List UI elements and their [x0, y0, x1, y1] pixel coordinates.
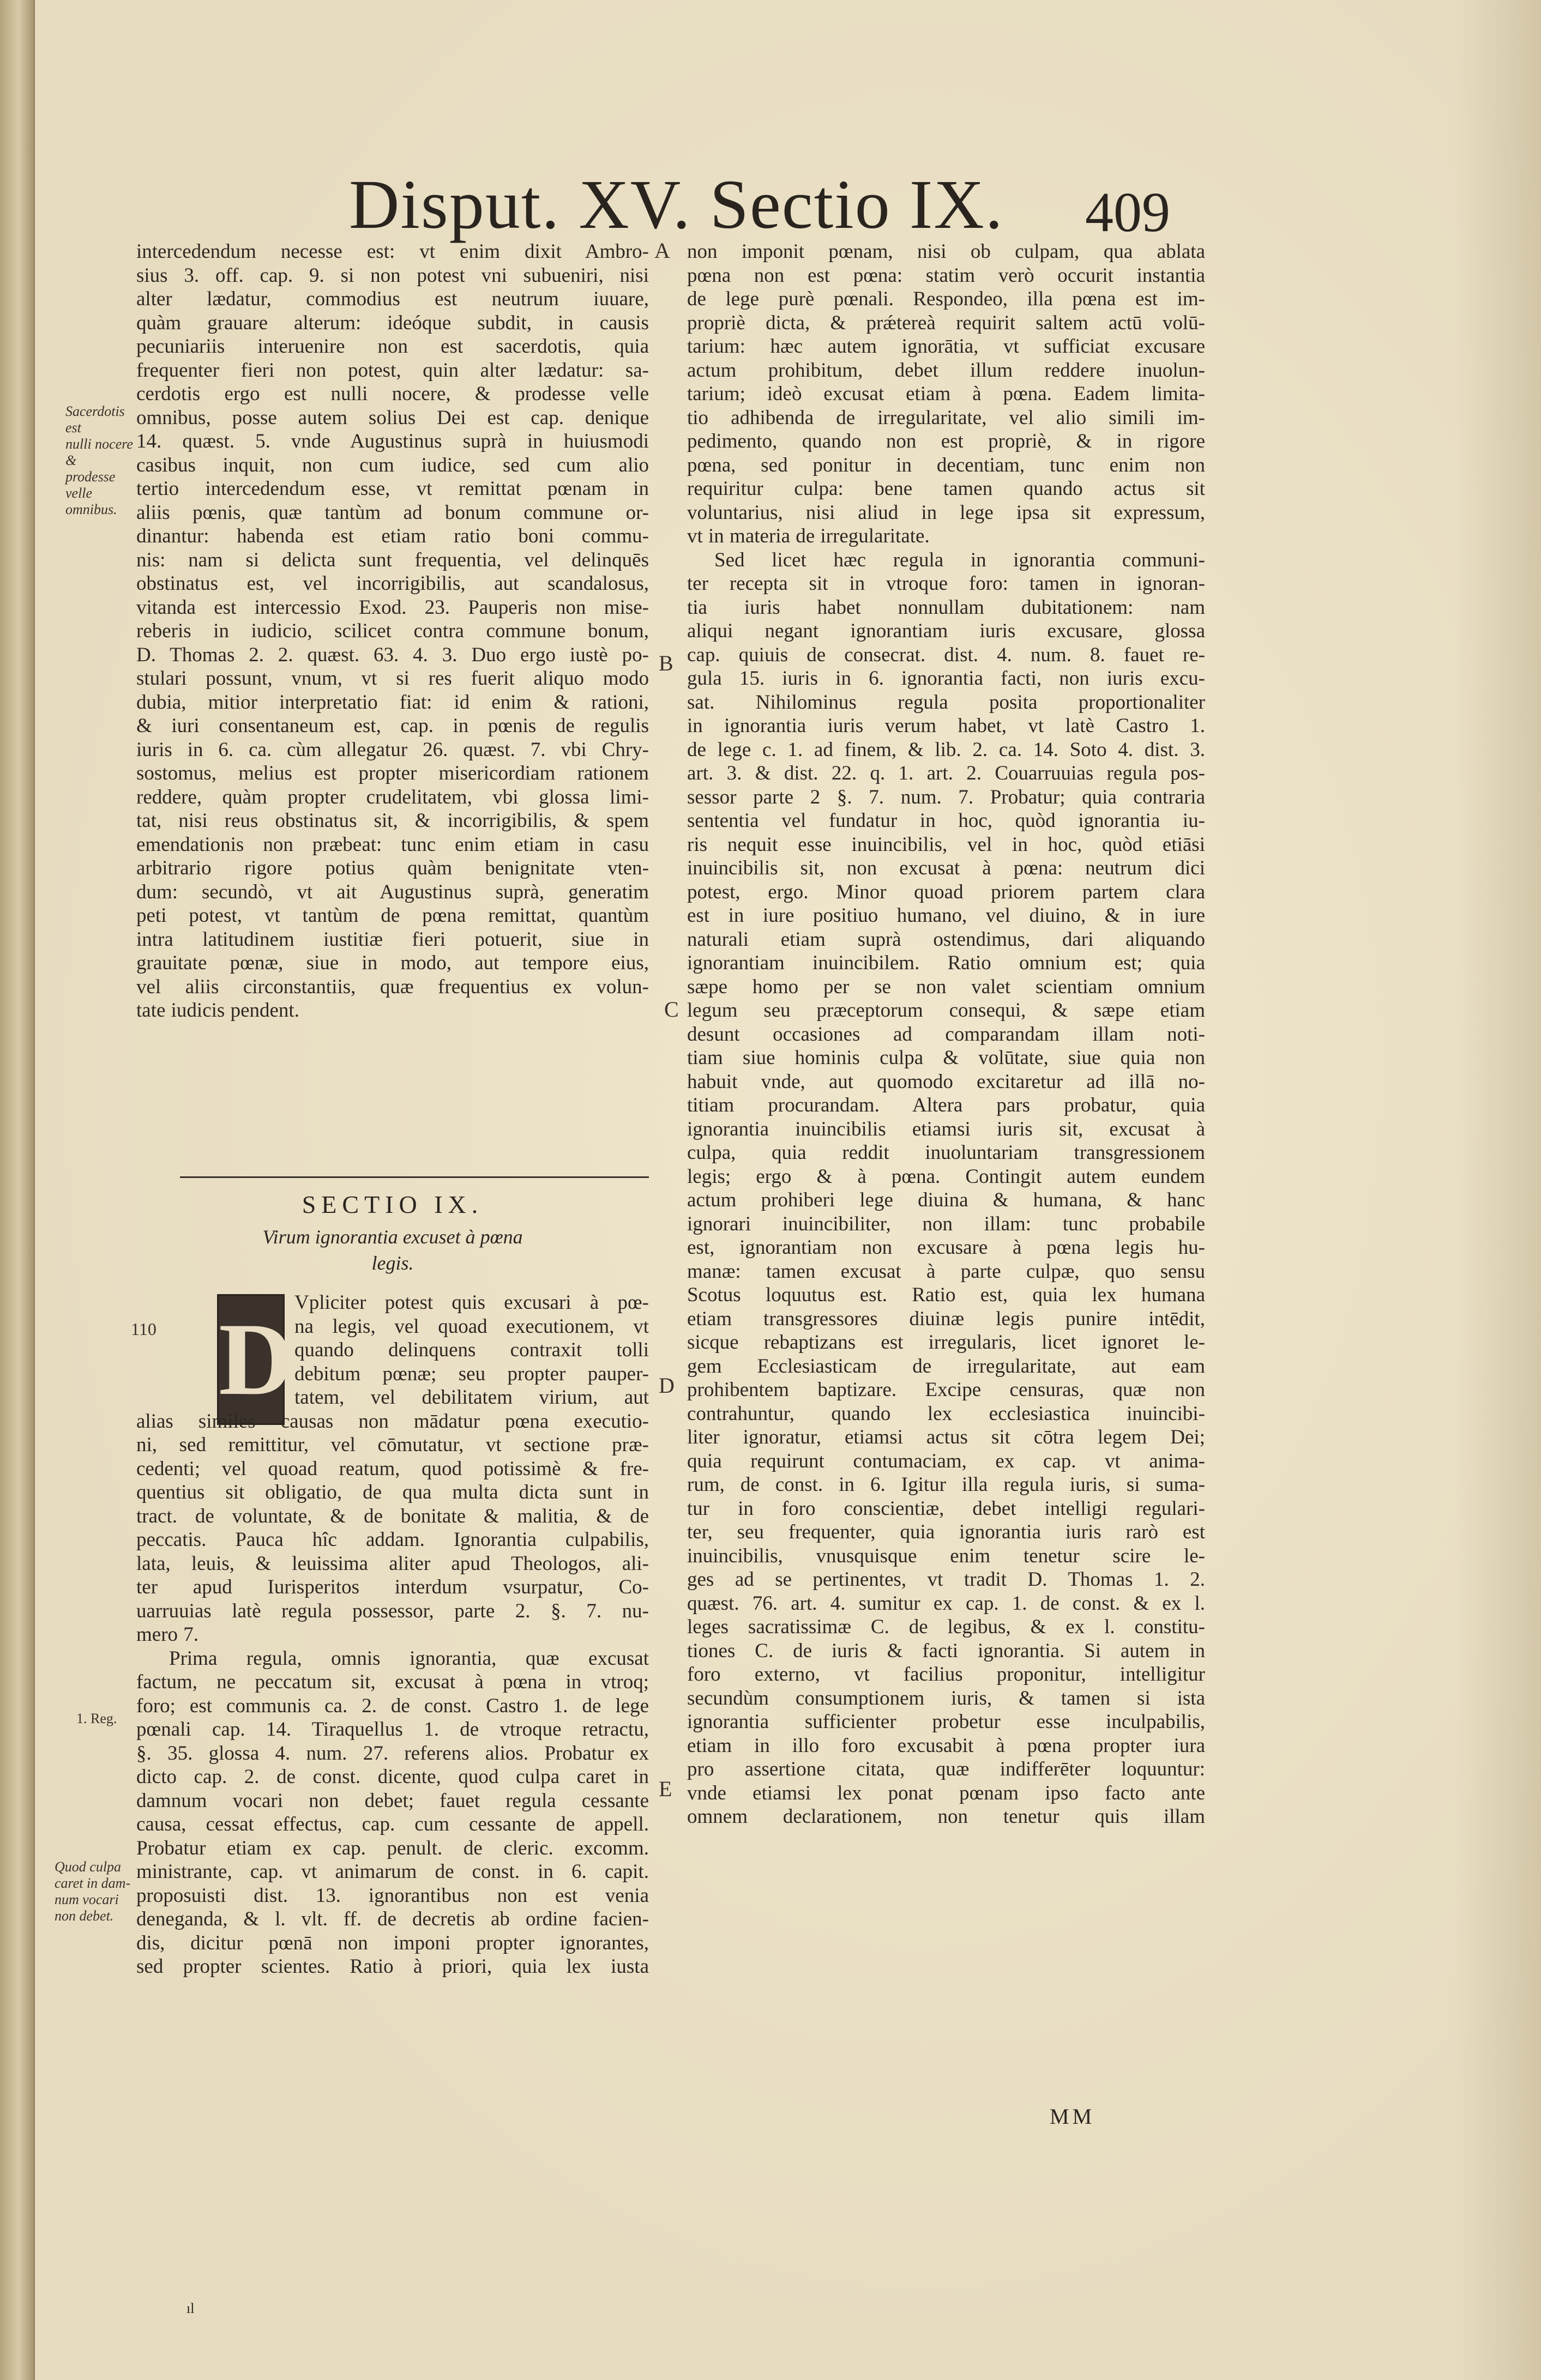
text-line: non imponit pœnam, nisi ob culpam, qua ablata	[687, 240, 1205, 263]
text-line: ni, sed remittitur, vel cōmutatur, vt sectione præ-	[136, 1434, 649, 1456]
text-line: vnde etiamsi lex ponat pœnam ipso facto ante	[687, 1781, 1205, 1804]
text-line: rum, de const. in 6. Igitur illa regula iuris, si suma-	[687, 1473, 1205, 1496]
text-line: art. 3. & dist. 22. q. 1. art. 2. Couarruuias regula pos-	[687, 762, 1205, 784]
right-column-text	[687, 240, 1205, 1829]
text-line: §. 35. glossa 4. num. 27. referens alios. Probatur ex	[136, 1742, 649, 1765]
text-line: peti potest, vt tantùm de pœna remittat, quantùm	[136, 904, 649, 927]
text-line: ignorari inuincibiliter, non illam: tunc probabile	[687, 1212, 1205, 1235]
text-line: dicto cap. 2. de const. dicente, quod culpa caret in	[136, 1766, 649, 1788]
margin-note-line: caret in dam-	[55, 1875, 131, 1891]
text-line: proposuisti dist. 13. ignorantibus non est venia	[136, 1884, 649, 1907]
text-line: cedenti; vel quoad reatum, quod potissimè & fre-	[136, 1457, 649, 1480]
text-line: sed propter scientes. Ratio à priori, quia lex iusta	[136, 1955, 649, 1978]
text-line: alias similes causas non mādatur pœna executio-	[136, 1410, 649, 1433]
text-line: naturali etiam suprà ostendimus, dari aliquando	[687, 928, 1205, 951]
margin-note-line: non debet.	[55, 1908, 114, 1924]
text-line: quentius sit obligatio, de qua multa dicta sunt in	[136, 1481, 649, 1503]
bottom-mark: ıl	[186, 2300, 195, 2316]
text-line: liter ignoratur, etiamsi actus sit cōtra legem Dei;	[687, 1426, 1205, 1448]
text-line: sius 3. off. cap. 9. si non potest vni subueniri, nisi	[136, 264, 649, 287]
margin-note-sacerdotis	[65, 403, 136, 518]
text-line: etiam transgressores diuinæ legis punire intēdit,	[687, 1307, 1205, 1330]
text-line: alter lædatur, commodius est neutrum iuuare,	[136, 288, 649, 310]
text-line: ignorantia sufficienter probetur esse inculpabilis,	[687, 1711, 1205, 1733]
text-line: reberis in iudicio, scilicet contra commune bonum,	[136, 620, 649, 642]
margin-note-line: Quod culpa	[55, 1859, 122, 1875]
text-line: actum prohiberi lege diuina & humana, & hanc	[687, 1189, 1205, 1211]
text-line: legum seu præceptorum consequi, & sæpe etiam	[687, 999, 1205, 1022]
text-line: Probatur etiam ex cap. penult. de cleric. excomm.	[136, 1837, 649, 1859]
text-line: sententia vel fundatur in hoc, quòd ignorantia iu-	[687, 810, 1205, 832]
text-line: obstinatus est, vel incorrigibilis, aut scandalosus,	[136, 572, 649, 595]
text-line: dinantur: habenda est etiam ratio boni commu-	[136, 525, 649, 547]
text-line: prohibentem baptizare. Excipe censuras, quæ non	[687, 1379, 1205, 1401]
text-line: tatem, vel debilitatem virium, aut	[294, 1386, 649, 1409]
section-marker-b: B	[659, 651, 673, 675]
text-line: 14. quæst. 5. vnde Augustinus suprà in huiusmodi	[136, 430, 649, 452]
margin-note-line: Sacerdotis est	[65, 403, 125, 436]
text-line: tertio intercedendum esse, vt remittat pœnam in	[136, 478, 649, 500]
text-line: emendationis non præbeat: tunc enim etiam in casu	[136, 833, 649, 856]
text-line: omnibus, posse autem solius Dei est cap. denique	[136, 406, 649, 429]
text-line: sostomus, melius est propter misericordiam rationem	[136, 762, 649, 784]
text-line: Sed licet hæc regula in ignorantia communi-	[714, 548, 1205, 571]
section-body-text	[136, 1291, 649, 1979]
text-line: frequenter fieri non potest, quin alter lædatur: sa-	[136, 359, 649, 382]
paragraph-number: 110	[131, 1319, 156, 1339]
text-line: casibus inquit, non cum iudice, sed cum alio	[136, 454, 649, 476]
text-line: manæ: tamen excusat à parte culpæ, quo sensu	[687, 1260, 1205, 1283]
text-line: dis, dicitur pœnā non imponi propter ignorantes,	[136, 1931, 649, 1954]
text-line: tarium: hæc autem ignorātia, vt sufficiat excusare	[687, 335, 1205, 358]
text-line: na legis, vel quoad executionem, vt	[294, 1315, 649, 1338]
text-line: voluntarius, nisi aliud in lege ipsa sit expressum,	[687, 501, 1205, 524]
text-line: dum: secundò, vt ait Augustinus suprà, generatim	[136, 880, 649, 903]
text-line: pœna, sed ponitur in decentiam, tunc enim non	[687, 454, 1205, 476]
subtitle-line: Virum ignorantia excuset à pœna	[262, 1226, 523, 1248]
text-line: foro; est communis ca. 2. de const. Castro 1. de lege	[136, 1694, 649, 1717]
text-line: pecuniariis interuenire non est sacerdotis, quia	[136, 335, 649, 358]
text-line: tiones C. de iuris & facti ignorantia. Si autem in	[687, 1639, 1205, 1662]
text-line: tiam siue hominis culpa & volūtate, siue quia non	[687, 1047, 1205, 1069]
text-line: in ignorantia iuris verum habet, vt latè Castro 1.	[687, 715, 1205, 737]
margin-note-first-rule: 1. Reg.	[76, 1711, 117, 1726]
text-line: habuit vnde, aut quomodo excitaretur ad illā no-	[687, 1070, 1205, 1093]
margin-note-quod-culpa	[55, 1859, 136, 1924]
text-line: aliqui negant ignorantiam iuris excusare, glossa	[687, 620, 1205, 642]
running-head: Disput. XV. Sectio IX.	[349, 166, 1004, 243]
page-number: 409	[1085, 181, 1170, 244]
text-line: vt in materia de irregularitate.	[687, 525, 930, 547]
text-line: ignorantiam inuincibilem. Ratio omnium est; quia	[687, 952, 1205, 974]
text-line: ris nequit esse inuincibilis, vel in hoc, quòd etiāsi	[687, 833, 1205, 856]
text-line: mero 7.	[136, 1623, 199, 1646]
text-line: de lege c. 1. ad finem, & lib. 2. ca. 14. Soto 4. dist. 3.	[687, 738, 1205, 761]
text-line: etiam in illo foro excusabit à pœna propter iura	[687, 1734, 1205, 1757]
text-line: ministrante, cap. vt animarum de const. in 6. capit.	[136, 1860, 649, 1883]
text-line: actum prohibitum, debet illum reddere inuolun-	[687, 359, 1205, 382]
text-line: culpa, quia reddit inuoluntariam transgressionem	[687, 1141, 1205, 1164]
text-line: aliis pœnis, quæ tantùm ad bonum commune or-	[136, 501, 649, 524]
text-line: factum, ne peccatum sit, excusat à pœna in vtroq;	[136, 1671, 649, 1693]
text-line: vitanda est intercessio Exod. 23. Pauperis non mise-	[136, 596, 649, 619]
drop-cap-initial: D	[217, 1294, 285, 1425]
text-line: sæpe homo per se non valet scientiam omnium	[687, 975, 1205, 998]
text-line: tarium; ideò excusat etiam à pœna. Eadem limita-	[687, 383, 1205, 405]
text-line: potest, ergo. Minor quoad priorem partem clara	[687, 880, 1205, 903]
text-line: foro externo, vt facilius proponitur, intelligitur	[687, 1663, 1205, 1686]
text-line: causa, cessat effectus, cap. cum cessante de appell.	[136, 1813, 649, 1835]
section-rule	[180, 1176, 649, 1178]
text-line: cerdotis ergo est nulli nocere, & prodesse velle	[136, 383, 649, 405]
margin-note-line: num vocari	[55, 1892, 119, 1907]
text-line: est, ignorantiam non excusare à pœna legis hu-	[687, 1236, 1205, 1259]
text-line: secundùm consumptionem iuris, & tamen si ista	[687, 1687, 1205, 1710]
text-line: grauitate pœnæ, siue in modo, aut tempore eius,	[136, 952, 649, 974]
text-line: pedimento, quando non est propriè, & in rigore	[687, 430, 1205, 452]
section-marker-a: A	[654, 238, 670, 263]
text-line: ter, seu frequenter, quia ignorantia iuris rarò est	[687, 1521, 1205, 1543]
section-subtitle	[136, 1224, 649, 1276]
text-line: reddere, quàm propter crudelitatem, vbi glossa limi-	[136, 786, 649, 808]
text-line: iuris in 6. ca. cùm allegatur 26. quæst. 7. vbi Chry-	[136, 738, 649, 761]
text-line: tat, nisi reus obstinatus sit, & incorrigibilis, & spem	[136, 810, 649, 832]
text-line: leges sacratissimæ C. de legibus, & ex l. constitu-	[687, 1616, 1205, 1638]
text-line: & iuri consentaneum est, cap. in pœnis de regulis	[136, 715, 649, 737]
text-line: ter apud Iurisperitos interdum vsurpatur, Co-	[136, 1576, 649, 1598]
text-line: intercedendum necesse est: vt enim dixit Ambro-	[136, 240, 649, 263]
margin-note-line: prodesse velle	[65, 469, 116, 501]
text-line: damnum vocari non debet; fauet regula cessante	[136, 1789, 649, 1812]
text-line: vel aliis circonstantiis, quæ frequentius ex volun-	[136, 975, 649, 998]
margin-note-line: nulli nocere &	[65, 436, 133, 468]
text-line: propriè dicta, & prǽtereà requirit saltem actū volū-	[687, 311, 1205, 334]
previous-page-edge	[0, 0, 35, 2380]
subtitle-line: legis.	[371, 1252, 414, 1274]
text-line: tio adhibenda de irregularitate, vel alio simili im-	[687, 406, 1205, 429]
text-line: sicque rebaptizans est irregularis, licet ignoret le-	[687, 1331, 1205, 1354]
text-line: tract. de voluntate, & de bonitate & malitia, & de	[136, 1505, 649, 1527]
text-line: stulari possunt, vnum, vt si res fuerit aliquo modo	[136, 667, 649, 690]
section-title: SECTIO IX.	[302, 1191, 484, 1218]
text-line: requiritur culpa: bene tamen quando actus sit	[687, 478, 1205, 500]
text-line: debitum pœnæ; seu propter pauper-	[294, 1362, 649, 1385]
text-line: tia iuris habet nonnullam dubitationem: nam	[687, 596, 1205, 619]
text-line: pœnali cap. 14. Tiraquellus 1. de vtroque retractu,	[136, 1718, 649, 1741]
text-line: peccatis. Pauca hîc addam. Ignorantia culpabilis,	[136, 1529, 649, 1551]
text-line: legis; ergo & à pœna. Contingit autem eundem	[687, 1165, 1205, 1188]
text-line: ignorantia inuincibilis etiamsi iuris sit, excusat à	[687, 1117, 1205, 1140]
text-line: pro assertione citata, quæ indifferēter loquuntur:	[687, 1758, 1205, 1780]
text-line: ter recepta sit in vtroque foro: tamen in ignoran-	[687, 572, 1205, 595]
margin-note-line: omnibus.	[65, 502, 117, 517]
text-line: est in iure positiuo humano, vel diuino, & in iure	[687, 904, 1205, 927]
text-line: tate iudicis pendent.	[136, 999, 299, 1022]
text-line: quæst. 76. art. 4. sumitur ex cap. 1. de const. & ex l.	[687, 1592, 1205, 1615]
text-line: ges ad se pertinentes, vt tradit D. Thomas 1. 2.	[687, 1568, 1205, 1591]
text-line: gem Ecclesiasticam de irregularitate, aut eam	[687, 1355, 1205, 1378]
text-line: deneganda, & l. vlt. ff. de decretis ab ordine facien-	[136, 1908, 649, 1930]
text-line: tur in foro conscientiæ, debet intelligi regulari-	[687, 1497, 1205, 1520]
text-line: sessor parte 2 §. 7. num. 7. Probatur; quia contraria	[687, 786, 1205, 808]
text-line: contrahuntur, quando lex ecclesiastica inuincibi-	[687, 1402, 1205, 1425]
text-line: de lege purè pœnali. Respondeo, illa pœna est im-	[687, 288, 1205, 310]
text-line: cap. quiuis de consecrat. dist. 4. num. 8. fauet re-	[687, 643, 1205, 666]
text-line: quàm grauare alterum: ideóque subdit, in causis	[136, 311, 649, 334]
text-line: Vpliciter potest quis excusari à pœ-	[294, 1291, 649, 1314]
page-shadow	[1454, 0, 1541, 2380]
text-line: Prima regula, omnis ignorantia, quæ excusat	[169, 1647, 649, 1670]
text-line: inuincibilis sit, non excusat à pœna: neutrum dici	[687, 857, 1205, 879]
text-line: quando delinquens contraxit tolli	[294, 1339, 649, 1361]
text-line: gula 15. iuris in 6. ignorantia facti, non iuris excu-	[687, 667, 1205, 690]
text-line: lata, leuis, & leuissima aliter apud Theologos, ali-	[136, 1552, 649, 1575]
text-line: sat. Nihilominus regula posita proportionaliter	[687, 691, 1205, 714]
text-line: D. Thomas 2. 2. quæst. 63. 4. 3. Duo ergo iustè po-	[136, 643, 649, 666]
text-line: nis: nam si delicta sunt frequentia, vel delinquēs	[136, 548, 649, 571]
left-column-text	[136, 240, 649, 1023]
text-line: pœna non est pœna: statim verò occurit instantia	[687, 264, 1205, 287]
text-line: omnem declarationem, non tenetur quis illam	[687, 1805, 1205, 1828]
signature-mark: MM	[1050, 2104, 1095, 2129]
text-line: inuincibilis, vnusquisque enim tenetur scire le-	[687, 1544, 1205, 1567]
section-marker-c: C	[664, 997, 679, 1022]
text-line: uarruuias latè regula possessor, parte 2. §. 7. nu-	[136, 1599, 649, 1622]
text-line: desunt occasiones ad comparandam illam noti-	[687, 1023, 1205, 1046]
section-marker-e: E	[659, 1777, 672, 1801]
text-line: Scotus loquutus est. Ratio est, quia lex humana	[687, 1284, 1205, 1306]
text-line: titiam procurandam. Altera pars probatur, quia	[687, 1094, 1205, 1116]
text-line: dubia, mitior interpretatio fiat: id enim & rationi,	[136, 691, 649, 714]
text-line: intra latitudinem iustitiæ fieri potuerit, siue in	[136, 928, 649, 951]
text-line: arbitrario rigore potius quàm benignitate vten-	[136, 857, 649, 879]
text-line: quia requirunt contumaciam, ex cap. vt anima-	[687, 1449, 1205, 1472]
section-marker-d: D	[659, 1373, 675, 1398]
